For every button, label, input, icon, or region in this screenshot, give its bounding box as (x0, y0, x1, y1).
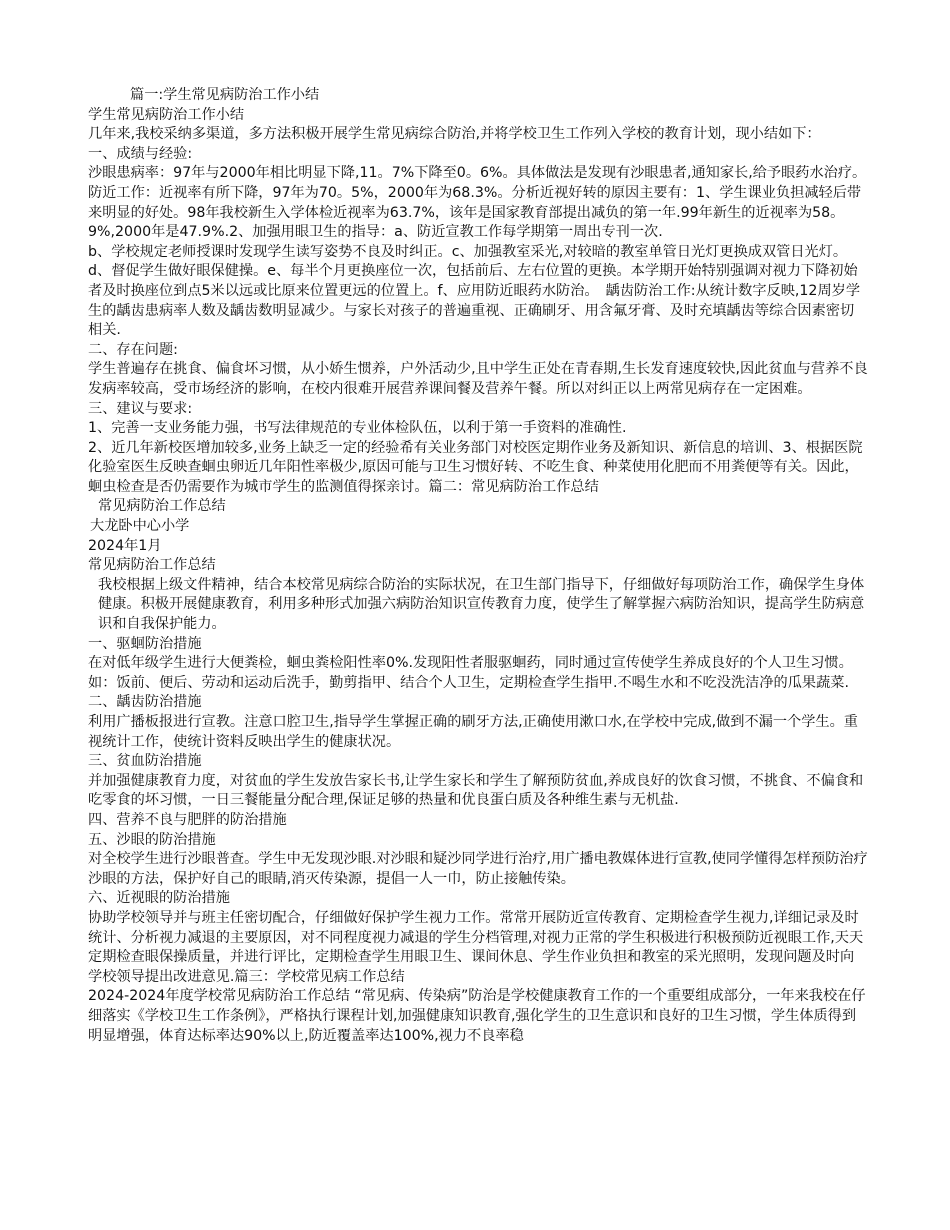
heading: 三、贫血防治措施 (88, 753, 202, 770)
heading: 常见病防治工作总结 (88, 557, 216, 574)
heading: 六、近视眼的防治措施 (88, 890, 230, 907)
heading: 一、驱蛔防治措施 (88, 635, 202, 652)
paragraph: 利用广播板报进行宣教。注意口腔卫生,指导学生掌握正确的刷牙方法,正确使用漱口水,在学校中完成,做到不漏一个学生。重视统计工作，使统计资料反映出学生的健康状况。 (88, 714, 858, 750)
heading: 二、存在问题: (88, 341, 178, 358)
paragraph: 2、近几年新校医增加较多,业务上缺乏一定的经验希有关业务部门对校医定期作业务及新知识、新信息的培训、3、根据医院化验室医生反映查蛔虫卵近几年阳性率极少,原因可能与卫生习惯好转、不吃生食、种菜使用化肥而不用粪便等有关。因此，蛔虫检查是否仍需要作为城市学生的监测值得探亲讨。篇二：常见病防治工作总结 (88, 439, 863, 495)
paragraph: 对全校学生进行沙眼普查。学生中无发现沙眼.对沙眼和疑沙同学进行治疗,用广播电教媒体进行宣教,使同学懂得怎样预防治疗沙眼的方法，保护好自己的眼睛,消灭传染源，提倡一人一巾，防止接触传染。 (88, 851, 868, 887)
heading: 三、建议与要求: (88, 400, 193, 417)
doc-subtitle: 学生常见病防治工作小结 (88, 106, 245, 123)
paragraph: 协助学校领导并与班主任密切配合，仔细做好保护学生视力工作。常常开展防近宣传教育、定期检查学生视力,详细记录及时统计、分析视力减退的主要原因，对不同程度视力减退的学生分档管理,对视力正常的学生积极进行积极预防近视眼工作,天天定期检查眼保操质量，并进行评比，定期检查学生用眼卫生、课间休息、学生作业负担和教室的采光照明，发现问题及时向学校领导提出改进意见.篇三：学校常见病工作总结 (88, 909, 864, 985)
paragraph: 2024-2024年度学校常见病防治工作总结 “常见病、传染病”防治是学校健康教育工作的一个重要组成部分，一年来我校在仔细落实《学校卫生工作条例》，严格执行课程计划,加强健康知识教育,强化学生的卫生意识和良好的卫生习惯，学生体质得到明显增强，体育达标率达90%以上,防近覆盖率达100%,视力不良率稳 (88, 988, 866, 1044)
section-title-part1: 篇一:学生常见病防治工作小结 (130, 87, 320, 103)
paragraph: b、学校规定老师授课时发现学生读写姿势不良及时纠正。c、加强教室采光,对较暗的教室单管日光灯更换成双管日光灯。d、督促学生做好眼保健操。e、每半个月更换座位一次，包括前后、左右位置的更换。本学期开始特别强调对视力下降初始者及时换座位到点5米以远或比原来位置更远的位置上。f、应用防近眼药水防治。 龋齿防治工作:从统计数字反映,12周岁学生的龋齿患病率人数及龋齿数明显减少。与家长对孩子的普遍重视、正确刷牙、用含氟牙膏、及时充填龋齿等综合因素密切相关. (88, 243, 861, 339)
paragraph: 几年来,我校采纳多渠道，多方法积极开展学生常见病综合防治,并将学校卫生工作列入学校的教育计划，现小结如下： (88, 126, 821, 143)
paragraph: 学生普遍存在挑食、偏食坏习惯，从小娇生惯养，户外活动少,且中学生正处在青春期,生长发育速度较快,因此贫血与营养不良发病率较高，受市场经济的影响，在校内很难开展营养课间餐及营养午餐。所以对纠正以上两常见病存在一定困难。 (88, 361, 868, 397)
date-line: 2024年1月 (88, 537, 162, 554)
paragraph: 1、完善一支业务能力强，书写法律规范的专业体检队伍，以利于第一手资料的准确性. (88, 420, 627, 437)
section-title-part2: 常见病防治工作总结 (98, 498, 226, 515)
heading: 二、龋齿防治措施 (88, 694, 202, 711)
paragraph: 并加强健康教育力度，对贫血的学生发放告家长书,让学生家长和学生了解预防贫血,养成良好的饮食习惯，不挑食、不偏食和吃零食的坏习惯，一日三餐能量分配合理,保证足够的热量和优良蛋白质及各种维生素与无机盐. (88, 772, 864, 809)
heading: 五、沙眼的防治措施 (88, 831, 216, 848)
heading: 四、营养不良与肥胖的防治措施 (88, 811, 287, 828)
document-body (88, 86, 868, 1046)
heading: 一、成绩与经验: (88, 145, 193, 162)
school-name: 大龙卧中心小学 (90, 518, 190, 535)
paragraph: 我校根据上级文件精神，结合本校常见病综合防治的实际状况，在卫生部门指导下，仔细做好每项防治工作，确保学生身体健康。积极开展健康教育，利用多种形式加强六病防治知识宣传教育力度，使学生了解掌握六病防治知识，提高学生防病意识和自我保护能力。 (98, 576, 865, 633)
paragraph: 沙眼患病率：97年与2000年相比明显下降,11。7%下降至0。6%。具体做法是发现有沙眼患者,通知家长,给予眼药水治疗。 (88, 165, 867, 182)
paragraph: 防近工作：近视率有所下降，97年为70。5%，2000年为68.3%。分析近视好转的原因主要有：1、学生课业负担减轻后带来明显的好处。98年我校新生入学体检近视率为63.7%，该年是国家教育部提出减负的第一年.99年新生的近视率为58。9%,2000年是47.9%.2、加强用眼卫生的指导：a、防近宣教工作每学期第一周出专刊一次. (88, 184, 862, 241)
paragraph: 在对低年级学生进行大便粪检，蛔虫粪检阳性率0%.发现阳性者服驱蛔药，同时通过宣传使学生养成良好的个人卫生习惯。如：饭前、便后、劳动和运动后洗手，勤剪指甲、结合个人卫生，定期检查学生指甲.不喝生水和不吃没洗洁净的瓜果蔬菜. (88, 655, 853, 691)
